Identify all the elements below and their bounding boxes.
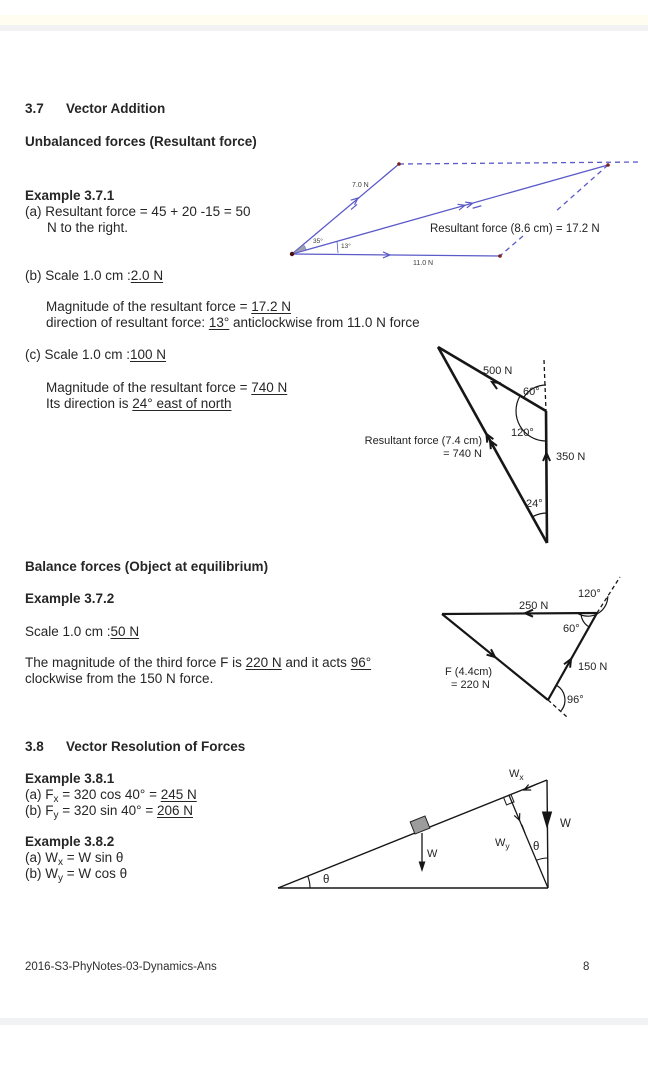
angle-96-arc xyxy=(556,685,565,711)
block-on-incline xyxy=(410,816,430,834)
force-150n-label: 150 N xyxy=(578,661,608,673)
ex371-a-line2: N to the right. xyxy=(47,220,129,235)
vector-triangle-500n-diagram xyxy=(340,335,600,560)
weight-block-label: W xyxy=(427,848,438,860)
force-500n-label: 500 N xyxy=(483,365,513,377)
wx-label: $W_x$ xyxy=(509,768,524,782)
footer-doc-name: 2016-S3-PhyNotes-03-Dynamics-Ans xyxy=(25,961,217,973)
ex371-a-line1: (a) Resultant force = 45 + 20 -15 = 50 xyxy=(25,204,251,219)
force-f-label-line2: = 220 N xyxy=(451,679,490,691)
angle-13-tick xyxy=(337,241,338,253)
force-250n-label: 250 N xyxy=(519,600,549,612)
ex371-b-magnitude: Magnitude of the resultant force = 17.2 N xyxy=(46,299,292,314)
theta-left-label: θ xyxy=(323,874,330,886)
angle-96-label: 96° xyxy=(567,694,584,706)
unbalanced-forces-heading: Unbalanced forces (Resultant force) xyxy=(25,134,257,149)
force-value: 220 N xyxy=(245,655,282,670)
theta-right-label: θ xyxy=(533,841,540,853)
heading-3-7 xyxy=(25,101,165,117)
example-382-title: Example 3.8.2 xyxy=(25,834,115,849)
section-title: Vector Addition xyxy=(66,101,166,116)
force-11n-label: 11.0 N xyxy=(413,260,434,267)
direction-value: 24° east of north xyxy=(132,396,232,411)
section-title: Vector Resolution of Forces xyxy=(66,739,246,754)
ex372-line2: clockwise from the 150 N force. xyxy=(25,671,214,686)
result-value: 206 N xyxy=(156,803,193,818)
balance-forces-heading: Balance forces (Object at equilibrium) xyxy=(25,559,269,574)
ex381-a: (a) $F_x = 320$ cos 40° = 245 N xyxy=(25,787,197,805)
force-f-label-line1: F (4.4cm) xyxy=(445,666,493,678)
example-381-title: Example 3.8.1 xyxy=(25,771,115,786)
arrowhead-weight-vertical xyxy=(542,812,552,830)
angle-60-label: 60° xyxy=(563,623,580,635)
ex371-c-direction: Its direction is 24° east of north xyxy=(46,396,232,411)
angle-24-arc xyxy=(532,513,546,517)
scale-value: 50 N xyxy=(110,624,140,639)
resultant-force-label-line2: = 740 N xyxy=(443,448,482,460)
ex372-line1: The magnitude of the third force F is 220 N and it acts 96° xyxy=(25,655,372,670)
arrowhead-weight-block xyxy=(419,862,426,873)
ex371-c-scale: (c) Scale 1.0 cm :100 N xyxy=(25,347,167,362)
dashed-f-extension xyxy=(548,700,567,717)
section-number: 3.8 xyxy=(25,739,44,754)
example-372-title: Example 3.7.2 xyxy=(25,591,115,606)
ex381-b: (b) $F_y = 320$ sin 40° = 206 N xyxy=(25,803,193,821)
magnitude-value: 740 N xyxy=(251,380,288,395)
angle-60-label: 60° xyxy=(523,386,540,398)
angle-value: 96° xyxy=(350,655,372,670)
result-value: 245 N xyxy=(160,787,197,802)
weight-vertical-label: W xyxy=(560,818,571,830)
equilibrium-triangle-diagram xyxy=(430,570,640,730)
angle-120-label: 120° xyxy=(578,588,601,600)
photo-top-cream-edge xyxy=(0,15,648,25)
scale-value: 2.0 N xyxy=(130,268,164,283)
footer-page-number: 8 xyxy=(583,961,590,973)
photo-top-gray-edge xyxy=(0,25,648,31)
photo-bottom-gray-edge xyxy=(0,1018,648,1025)
force-350n-label: 350 N xyxy=(556,451,586,463)
angle-13-label: 13° xyxy=(341,243,351,250)
theta-left-arc xyxy=(308,876,310,888)
wy-label: $W_y$ xyxy=(495,837,510,851)
example-371-title: Example 3.7.1 xyxy=(25,188,115,203)
ex371-b-scale: (b) Scale 1.0 cm :2.0 N xyxy=(25,268,164,283)
angle-120-label: 120° xyxy=(511,427,534,439)
ex372-scale: Scale 1.0 cm :50 N xyxy=(25,624,140,639)
vector-addition-parallelogram-diagram xyxy=(280,150,648,275)
ex371-c-magnitude: Magnitude of the resultant force = 740 N xyxy=(46,380,288,395)
heading-3-8 xyxy=(25,739,245,755)
ex371-b-direction: direction of resultant force: 13° anticlockwise from 11.0 N force xyxy=(46,315,420,330)
theta-right-arc xyxy=(536,858,547,860)
section-number: 3.7 xyxy=(25,101,44,116)
direction-value: 13° xyxy=(208,315,230,330)
angle-35-label: 35° xyxy=(313,238,323,245)
angle-24-label: 24° xyxy=(526,498,543,510)
magnitude-value: 17.2 N xyxy=(251,299,292,314)
scale-value: 100 N xyxy=(130,347,167,362)
inclined-plane-diagram xyxy=(265,757,585,897)
ex382-b: (b) $W_y = W$ cos θ xyxy=(25,866,128,884)
force-7n-label: 7.0 N xyxy=(352,182,369,189)
resultant-force-label-line1: Resultant force (7.4 cm) xyxy=(364,435,482,447)
ex382-a: (a) $W_x = W$ sin θ xyxy=(25,850,124,868)
resultant-force-label: Resultant force (8.6 cm) = 17.2 N xyxy=(430,223,600,235)
